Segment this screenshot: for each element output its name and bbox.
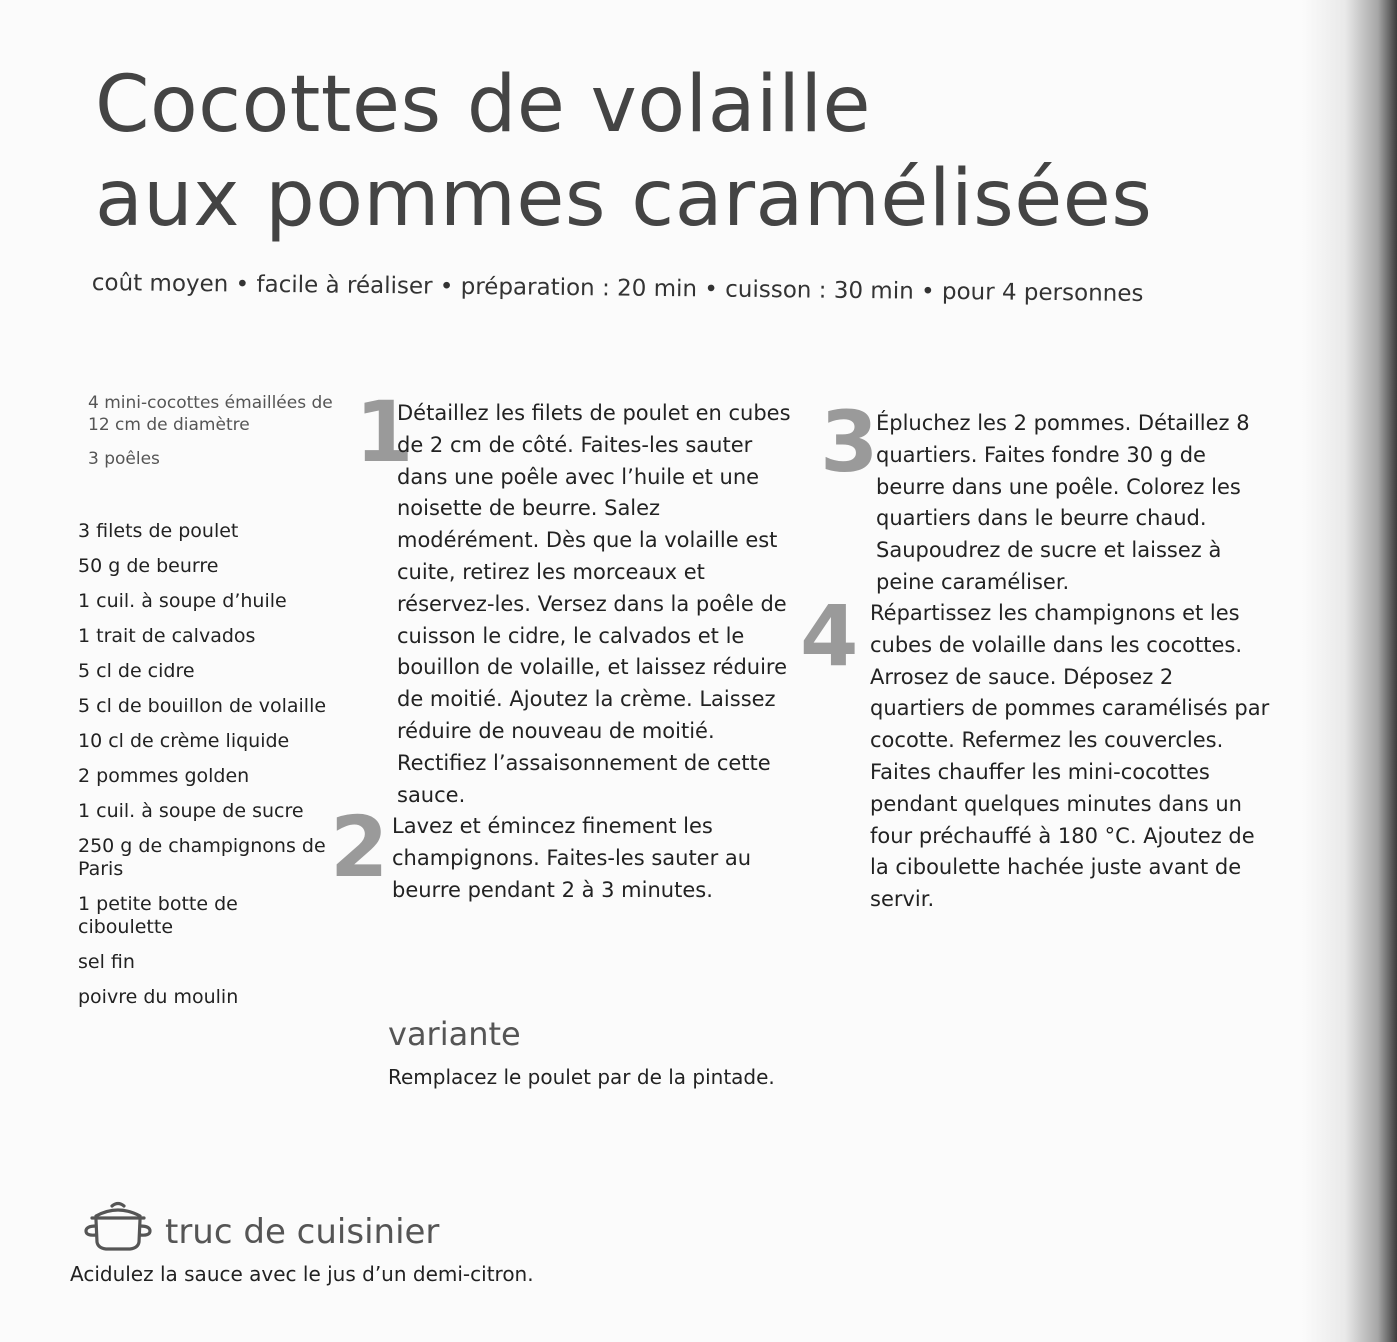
variante-heading: variante: [388, 1015, 521, 1053]
equipment-item: 4 mini-cocottes émaillées de 12 cm de diamètre: [88, 393, 333, 435]
variante-text: Remplacez le poulet par de la pintade.: [388, 1065, 775, 1089]
recipe-title-line2: aux pommes caramélisées: [95, 154, 1153, 244]
ingredient-item: 1 petite botte de ciboulette: [78, 893, 238, 938]
ingredient-item: 50 g de beurre: [78, 555, 219, 577]
recipe-meta-line: coût moyen • facile à réaliser • préparation : 20 min • cuisson : 30 min • pour 4 personnes: [91, 270, 1144, 308]
recipe-title: [95, 58, 1152, 246]
page-gutter-shadow: [1302, 0, 1397, 1342]
step-number: 2: [330, 798, 389, 896]
ingredient-item: 1 cuil. à soupe d’huile: [78, 590, 287, 612]
ingredient-item: 5 cl de cidre: [78, 660, 195, 682]
recipe-title-line1: Cocottes de volaille: [95, 60, 872, 150]
ingredients-list: [78, 520, 338, 1021]
step-number: 1: [355, 383, 414, 481]
step-text: Épluchez les 2 pommes. Détaillez 8 quartiers. Faites fondre 30 g de beurre dans une poêle. Colorez les quartiers dans le beurre chaud. Saupoudrez de sucre et laissez à peine caraméliser.: [876, 411, 1250, 594]
ingredient-item: sel fin: [78, 951, 135, 973]
ingredient-item: 1 cuil. à soupe de sucre: [78, 800, 304, 822]
equipment-list: [88, 392, 338, 482]
tip-heading: truc de cuisinier: [165, 1212, 440, 1252]
step-text: Répartissez les champignons et les cubes de volaille dans les cocottes. Arrosez de sauce. Déposez 2 quartiers de pommes caramélisés par cocotte. Refermez les couvercles. Faites chauffer les mini-cocottes pendant quelques minutes dans un four préchauffé à 180 °C. Ajoutez de la ciboulette hachée juste avant de servir.: [870, 601, 1270, 912]
ingredient-item: 10 cl de crème liquide: [78, 730, 290, 752]
step-number: 4: [800, 587, 859, 685]
ingredient-item: 250 g de champignons de Paris: [78, 835, 326, 880]
step-text: Lavez et émincez finement les champignons. Faites-les sauter au beurre pendant 2 à 3 minutes.: [392, 814, 752, 902]
ingredient-item: poivre du moulin: [78, 986, 239, 1008]
equipment-item: 3 poêles: [88, 449, 160, 469]
tip-text: Acidulez la sauce avec le jus d’un demi-citron.: [70, 1262, 534, 1286]
step-text: Détaillez les filets de poulet en cubes de 2 cm de côté. Faites-les sauter dans une poêle avec l’huile et une noisette de beurre. Salez modérément. Dès que la volaille est cuite, retirez les morceaux et réservez-les. Versez dans la poêle de cuisson le cidre, le calvados et le bouillon de volaille, et laissez réduire de moitié. Ajoutez la crème. Laissez réduire de nouveau de moitié. Rectifiez l’assaisonnement de cette sauce.: [397, 401, 791, 807]
ingredient-item: 2 pommes golden: [78, 765, 250, 787]
step-number: 3: [820, 393, 879, 491]
ingredient-item: 5 cl de bouillon de volaille: [78, 695, 327, 717]
ingredient-item: 1 trait de calvados: [78, 625, 256, 647]
ingredient-item: 3 filets de poulet: [78, 520, 239, 542]
cocotte-pot-icon: [82, 1198, 154, 1254]
